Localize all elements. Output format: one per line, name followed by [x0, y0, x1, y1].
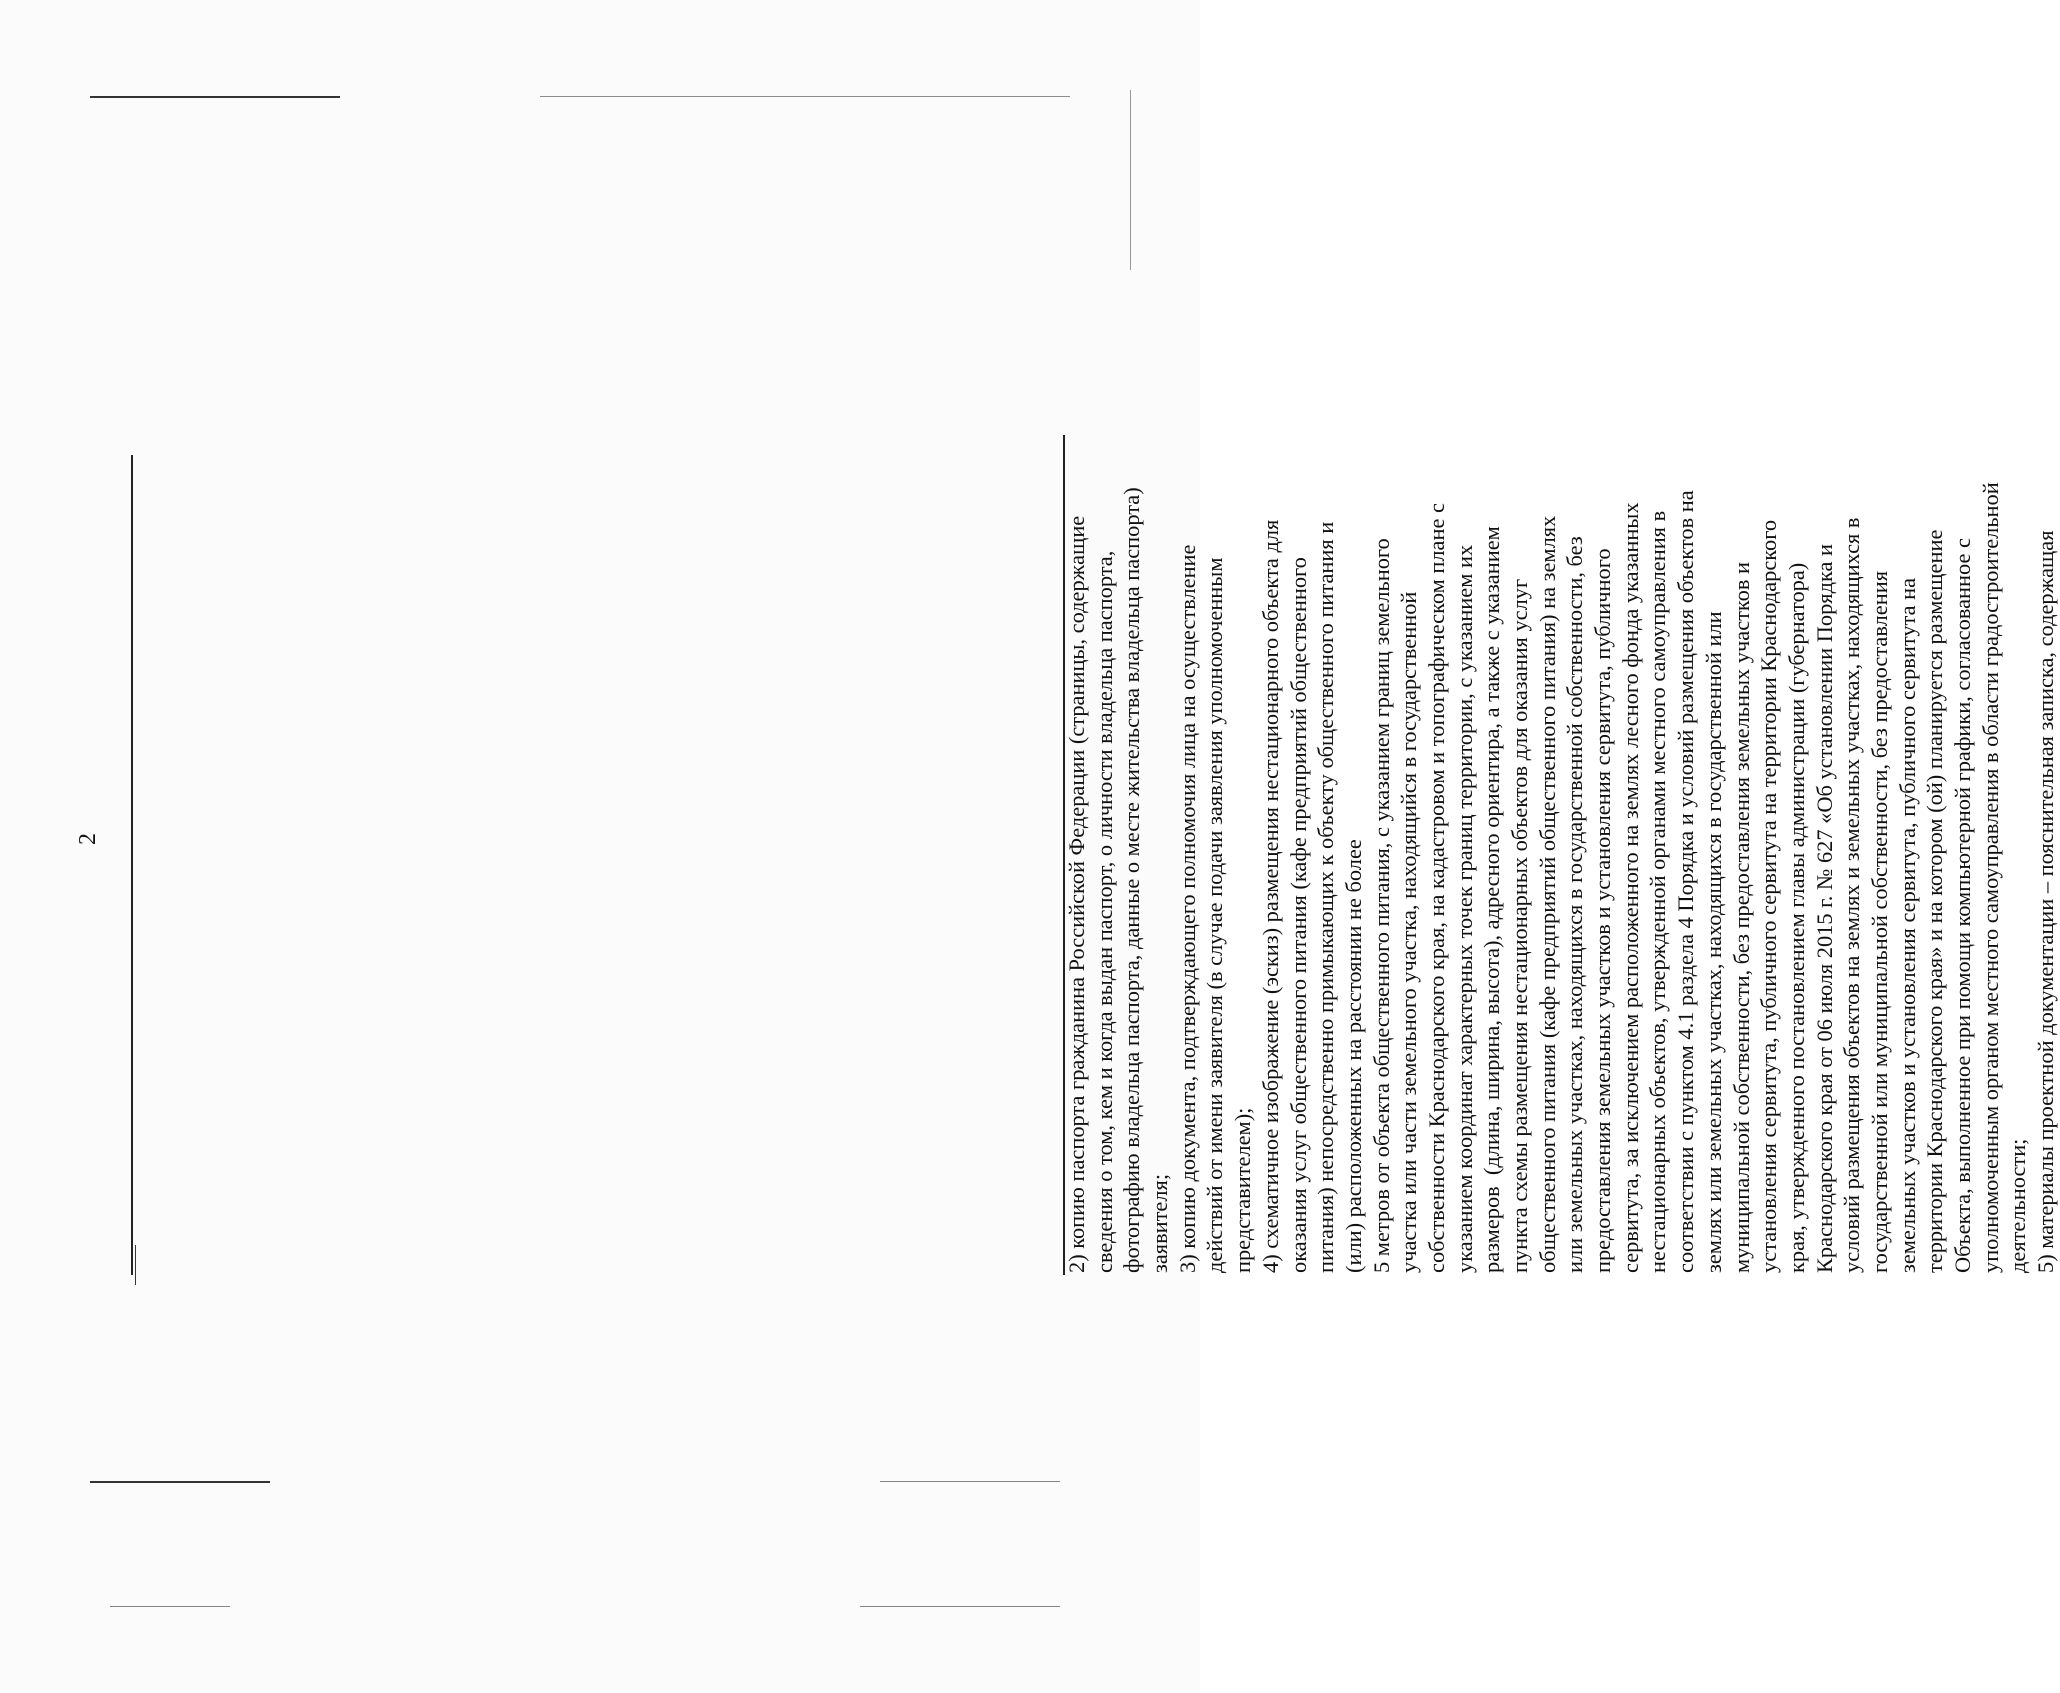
scan-rule-top — [90, 96, 340, 98]
document-line: пункта схемы размещения нестационарных объектов для оказания услуг — [1507, 578, 1532, 1273]
document-line: уполномоченным органом местного самоуправления в области градостроительной — [1977, 482, 2003, 1273]
document-line: питания) непосредственно примыкающих к объекту общественного питания и — [1313, 521, 1339, 1273]
document-line: общественного питания (кафе предприятий общественного питания) на землях — [1534, 515, 1560, 1273]
scan-rule-bottom-right — [880, 1481, 1060, 1482]
page-number: 2 — [75, 833, 101, 845]
document-line: муниципальной собственности, без предоставления земельных участков и — [1728, 561, 1754, 1273]
document-line: условий размещения объектов на землях и земельных участках, находящихся в — [1839, 517, 1865, 1273]
document-line: края, утвержденного постановлением главы администрации (губернатора) — [1783, 562, 1809, 1273]
document-line: 5) материалы проектной документации – пояснительная записка, содержащая — [2033, 530, 2059, 1273]
scan-rule-right-edge — [1130, 90, 1131, 270]
document-line: 2) копию паспорта гражданина Российской Федерации (страницы, содержащие — [1064, 515, 1089, 1273]
document-line: или земельных участках, находящихся в государственной собственности, без — [1562, 536, 1588, 1273]
document-line: 4) схематичное изображение (эскиз) размещения нестационарного объекта для — [1257, 519, 1283, 1273]
document-line: территории Краснодарского края» и на котором (ой) планируется размещение — [1922, 529, 1948, 1273]
table-border-left — [131, 455, 133, 1275]
document-line: соответствии с пунктом 4.1 раздела 4 Порядка и условий размещения объектов на — [1673, 490, 1699, 1273]
document-line: установления сервитута, публичного сервитута на территории Краснодарского — [1756, 519, 1782, 1273]
document-line: собственности Краснодарского края, на кадастровом и топографическом плане с — [1423, 503, 1449, 1273]
document-line: землях или земельных участках, находящихся в государственной или — [1700, 611, 1726, 1273]
document-line: нестационарных объектов, утвержденной органами местного самоуправления в — [1645, 510, 1671, 1273]
document-line: действий от имени заявителя (в случае подачи заявления уполномоченным — [1202, 557, 1228, 1273]
document-line: указанием координат характерных точек границ территории, с указанием их — [1451, 544, 1477, 1273]
document-line: представителем); — [1230, 1107, 1256, 1273]
document-line: размеров (длина, ширина, высота), адресного ориентира, а также с указанием — [1479, 526, 1505, 1273]
document-line: государственной или муниципальной собственности, без предоставления — [1866, 570, 1892, 1273]
scan-rule-lower — [110, 1606, 230, 1607]
document-line: предоставления земельных участков и установления сервитута, публичного — [1590, 548, 1616, 1273]
document-line: (или) расположенных на расстоянии не более — [1340, 839, 1366, 1273]
document-line: оказания услуг общественного питания (кафе предприятий общественного — [1285, 557, 1311, 1273]
document-line: заявителя; — [1147, 1173, 1173, 1273]
document-line: Краснодарского края от 06 июля 2015 г. № 627 «Об установлении Порядка и — [1811, 543, 1837, 1273]
document-line: Объекта, выполненное при помощи компьютерной графики, согласованное с — [1950, 538, 1975, 1273]
document-line: 3) копию документа, подтверждающего полномочия лица на осуществление — [1174, 544, 1200, 1273]
document-line: сервитута, за исключением расположенного на землях лесного фонда указанных — [1617, 502, 1643, 1273]
document-line: участка или части земельного участка, находящийся в государственной — [1396, 591, 1422, 1273]
scan-rule-top-right — [540, 96, 1070, 97]
document-line: земельных участков и установления сервитута, публичного сервитута на — [1894, 577, 1920, 1273]
scan-rule-bottom — [90, 1481, 270, 1483]
document-line: деятельности; — [2005, 1138, 2031, 1273]
scan-mark-left — [135, 1245, 136, 1285]
scan-rule-lower-right — [860, 1606, 1060, 1607]
document-line: фотографию владельца паспорта, данные о месте жительства владельца паспорта) — [1119, 487, 1145, 1273]
document-line: 5 метров от объекта общественного питания, с указанием границ земельного — [1368, 538, 1394, 1273]
document-line: сведения о том, кем и когда выдан паспорт, о личности владельца паспорта, — [1091, 550, 1117, 1273]
document-body — [1063, 423, 2059, 1273]
